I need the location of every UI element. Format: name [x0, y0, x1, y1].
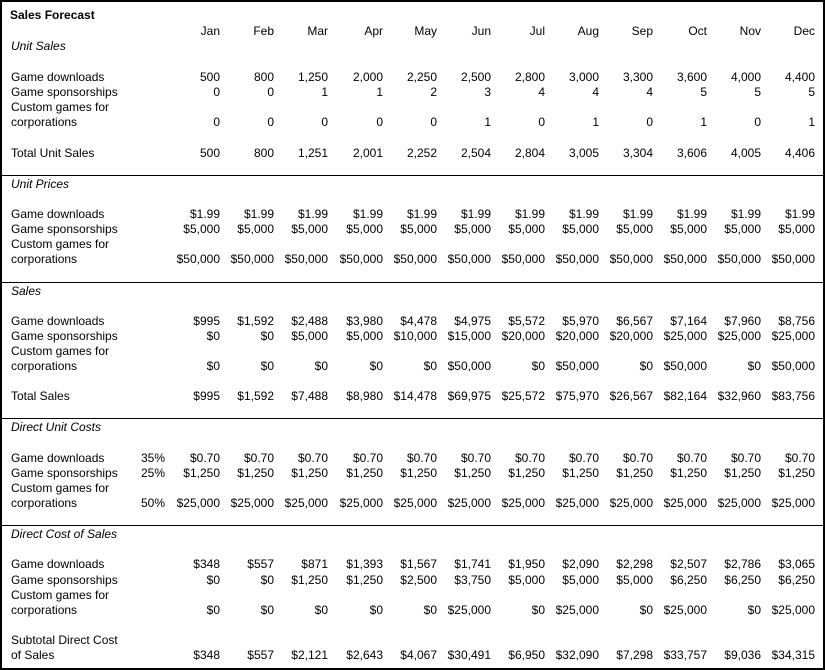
row-label: Custom games for — [11, 237, 110, 251]
cell-value: $4,975 — [454, 314, 491, 328]
cell-value: $9,036 — [724, 648, 761, 662]
cell-value: $83,756 — [771, 389, 815, 403]
cell-value: $14,478 — [393, 389, 437, 403]
cell-value: $2,121 — [291, 648, 328, 662]
cell-value: $1,250 — [508, 466, 545, 480]
cell-value: $348 — [193, 648, 220, 662]
cell-value: $1,250 — [454, 466, 491, 480]
cell-value: $1.99 — [243, 207, 274, 221]
cell-value: 1,251 — [297, 146, 328, 160]
cell-value: $1,250 — [562, 466, 599, 480]
cell-value: 0 — [754, 115, 761, 129]
cell-value: 5 — [808, 85, 815, 99]
month-header-dec: Dec — [793, 24, 815, 38]
cell-value: $1.99 — [352, 207, 383, 221]
row-label: Game sponsorships — [11, 573, 118, 587]
cell-value: $0 — [260, 603, 274, 617]
cell-value: 0 — [376, 115, 383, 129]
cell-value: $4,067 — [400, 648, 437, 662]
cell-value: $25,000 — [339, 496, 383, 510]
cell-value: $1,250 — [291, 466, 328, 480]
cell-value: $1,567 — [400, 557, 437, 571]
cell-value: 3,005 — [568, 146, 599, 160]
cell-value: $25,000 — [717, 496, 761, 510]
row-label: Custom games for — [11, 481, 110, 495]
cell-value: 4 — [592, 85, 599, 99]
cell-value: $1,250 — [670, 466, 707, 480]
cell-value: $0 — [423, 359, 437, 373]
cell-value: $1.99 — [730, 207, 761, 221]
cell-value: $3,750 — [454, 573, 491, 587]
cell-value: $0 — [206, 329, 220, 343]
row-label: Game downloads — [11, 207, 105, 221]
cell-value: $0 — [314, 359, 328, 373]
cell-value: $5,000 — [616, 222, 653, 236]
cell-value: $50,000 — [447, 252, 491, 266]
cell-value: $1,592 — [237, 314, 274, 328]
row-label: corporations — [11, 603, 78, 617]
cell-value: $1.99 — [406, 207, 437, 221]
cell-value: $6,950 — [508, 648, 545, 662]
cell-value: $5,000 — [778, 222, 815, 236]
cell-value: $5,000 — [291, 222, 328, 236]
cell-value: $50,000 — [393, 252, 437, 266]
row-label: Game sponsorships — [11, 329, 118, 343]
month-header-apr: Apr — [364, 24, 383, 38]
row-label: Game downloads — [11, 557, 105, 571]
cell-value: $32,960 — [717, 389, 761, 403]
cell-value: $50,000 — [284, 252, 328, 266]
month-header-may: May — [414, 24, 437, 38]
cell-value: $557 — [247, 557, 274, 571]
cell-value: $7,488 — [291, 389, 328, 403]
cell-value: $50,000 — [555, 252, 599, 266]
row-label: Game sponsorships — [11, 222, 118, 236]
cell-value: $25,000 — [663, 329, 707, 343]
cell-value: 4,005 — [730, 146, 761, 160]
cell-value: $0.70 — [243, 451, 274, 465]
cell-value: $50,000 — [663, 359, 707, 373]
cell-value: 0 — [646, 115, 653, 129]
cell-value: $50,000 — [339, 252, 383, 266]
cell-value: $0 — [639, 603, 653, 617]
cell-value: 1 — [321, 85, 328, 99]
cell-value: $25,000 — [663, 603, 707, 617]
row-label: corporations — [11, 252, 78, 266]
cell-value: 2,000 — [352, 70, 383, 84]
cell-value: $0.70 — [568, 451, 599, 465]
sheet-title: Sales Forecast — [10, 8, 95, 22]
row-label: corporations — [11, 115, 78, 129]
row-percent: 25% — [140, 466, 165, 480]
cell-value: $25,000 — [717, 329, 761, 343]
cell-value: 0 — [538, 115, 545, 129]
cell-value: $0.70 — [730, 451, 761, 465]
cell-value: $0.70 — [406, 451, 437, 465]
cell-value: $6,250 — [670, 573, 707, 587]
cell-value: $75,970 — [555, 389, 599, 403]
cell-value: $25,000 — [771, 496, 815, 510]
row-label: Subtotal Direct Cost — [11, 633, 118, 647]
cell-value: 2,500 — [460, 70, 491, 84]
cell-value: 2,252 — [406, 146, 437, 160]
cell-value: 1 — [484, 115, 491, 129]
cell-value: $1.99 — [297, 207, 328, 221]
section-title-unit-sales: Unit Sales — [11, 39, 66, 53]
cell-value: $1,250 — [400, 466, 437, 480]
cell-value: $0 — [314, 603, 328, 617]
cell-value: $10,000 — [393, 329, 437, 343]
cell-value: 2,504 — [460, 146, 491, 160]
cell-value: $25,000 — [284, 496, 328, 510]
cell-value: $1.99 — [514, 207, 545, 221]
cell-value: 4,406 — [784, 146, 815, 160]
cell-value: $0 — [206, 359, 220, 373]
section-title-direct-cost-of-sales: Direct Cost of Sales — [11, 527, 118, 541]
month-header-jun: Jun — [471, 24, 491, 38]
cell-value: $1.99 — [568, 207, 599, 221]
cell-value: 4 — [646, 85, 653, 99]
cell-value: $3,065 — [778, 557, 815, 571]
month-header-sep: Sep — [631, 24, 653, 38]
month-header-aug: Aug — [577, 24, 599, 38]
cell-value: $32,090 — [555, 648, 599, 662]
cell-value: $1,250 — [616, 466, 653, 480]
cell-value: $5,000 — [454, 222, 491, 236]
cell-value: 5 — [754, 85, 761, 99]
cell-value: 1 — [376, 85, 383, 99]
cell-value: $2,090 — [562, 557, 599, 571]
cell-value: $34,315 — [771, 648, 815, 662]
cell-value: $5,000 — [400, 222, 437, 236]
cell-value: $1,250 — [724, 466, 761, 480]
cell-value: $5,000 — [670, 222, 707, 236]
cell-value: 2,250 — [406, 70, 437, 84]
cell-value: $50,000 — [501, 252, 545, 266]
cell-value: $0.70 — [297, 451, 328, 465]
cell-value: 2 — [430, 85, 437, 99]
section-divider — [2, 525, 823, 526]
section-divider — [2, 282, 823, 283]
cell-value: $8,980 — [346, 389, 383, 403]
cell-value: $2,643 — [346, 648, 383, 662]
section-divider — [2, 418, 823, 419]
section-title-direct-unit-costs: Direct Unit Costs — [11, 420, 102, 434]
cell-value: 3,606 — [676, 146, 707, 160]
cell-value: $5,572 — [508, 314, 545, 328]
cell-value: $1,250 — [291, 573, 328, 587]
cell-value: 0 — [430, 115, 437, 129]
cell-value: $25,000 — [555, 603, 599, 617]
row-percent: 35% — [140, 451, 165, 465]
cell-value: $30,491 — [447, 648, 491, 662]
cell-value: $1,250 — [346, 466, 383, 480]
row-percent: 50% — [140, 496, 165, 510]
cell-value: $25,572 — [501, 389, 545, 403]
cell-value: $0 — [206, 573, 220, 587]
cell-value: $50,000 — [771, 252, 815, 266]
cell-value: $25,000 — [609, 496, 653, 510]
cell-value: $25,000 — [771, 329, 815, 343]
cell-value: $2,488 — [291, 314, 328, 328]
cell-value: $25,000 — [663, 496, 707, 510]
cell-value: $0 — [531, 359, 545, 373]
cell-value: $5,000 — [562, 222, 599, 236]
cell-value: $50,000 — [663, 252, 707, 266]
cell-value: $1,250 — [183, 466, 220, 480]
cell-value: $33,757 — [663, 648, 707, 662]
cell-value: $1,592 — [237, 389, 274, 403]
cell-value: $1.99 — [460, 207, 491, 221]
cell-value: $20,000 — [501, 329, 545, 343]
cell-value: $0 — [531, 603, 545, 617]
cell-value: $7,298 — [616, 648, 653, 662]
cell-value: $25,000 — [447, 496, 491, 510]
cell-value: $50,000 — [717, 252, 761, 266]
cell-value: $1,741 — [454, 557, 491, 571]
cell-value: $15,000 — [447, 329, 491, 343]
cell-value: 800 — [253, 70, 274, 84]
cell-value: $7,164 — [670, 314, 707, 328]
cell-value: $25,000 — [555, 496, 599, 510]
cell-value: $25,000 — [176, 496, 220, 510]
cell-value: $5,000 — [616, 573, 653, 587]
cell-value: $1,950 — [508, 557, 545, 571]
cell-value: $1.99 — [676, 207, 707, 221]
cell-value: $20,000 — [555, 329, 599, 343]
cell-value: $0.70 — [622, 451, 653, 465]
cell-value: $0 — [747, 359, 761, 373]
cell-value: $8,756 — [778, 314, 815, 328]
cell-value: $0 — [260, 329, 274, 343]
row-label: Total Sales — [11, 389, 70, 403]
row-label: Custom games for — [11, 100, 110, 114]
row-label: Total Unit Sales — [11, 146, 95, 160]
cell-value: 1 — [592, 115, 599, 129]
row-label: corporations — [11, 359, 78, 373]
cell-value: $995 — [193, 314, 220, 328]
cell-value: 1 — [700, 115, 707, 129]
cell-value: 1 — [808, 115, 815, 129]
cell-value: $5,000 — [237, 222, 274, 236]
cell-value: $348 — [193, 557, 220, 571]
cell-value: $0 — [369, 603, 383, 617]
cell-value: 0 — [267, 85, 274, 99]
cell-value: $5,000 — [346, 329, 383, 343]
cell-value: $2,298 — [616, 557, 653, 571]
cell-value: $1,250 — [346, 573, 383, 587]
cell-value: $6,250 — [724, 573, 761, 587]
section-title-sales: Sales — [11, 284, 42, 298]
cell-value: $50,000 — [771, 359, 815, 373]
cell-value: 2,001 — [352, 146, 383, 160]
cell-value: $25,000 — [230, 496, 274, 510]
cell-value: $50,000 — [176, 252, 220, 266]
cell-value: $6,567 — [616, 314, 653, 328]
cell-value: $50,000 — [609, 252, 653, 266]
cell-value: $5,000 — [346, 222, 383, 236]
cell-value: $2,507 — [670, 557, 707, 571]
cell-value: $0 — [747, 603, 761, 617]
cell-value: $25,000 — [501, 496, 545, 510]
cell-value: 500 — [199, 70, 220, 84]
row-label: Custom games for — [11, 344, 110, 358]
cell-value: $5,000 — [291, 329, 328, 343]
month-header-jan: Jan — [200, 24, 220, 38]
cell-value: $20,000 — [609, 329, 653, 343]
cell-value: $25,000 — [393, 496, 437, 510]
cell-value: $1.99 — [622, 207, 653, 221]
month-header-feb: Feb — [253, 24, 274, 38]
cell-value: $69,975 — [447, 389, 491, 403]
cell-value: $5,000 — [562, 573, 599, 587]
cell-value: $1,250 — [778, 466, 815, 480]
cell-value: $50,000 — [555, 359, 599, 373]
cell-value: $0.70 — [514, 451, 545, 465]
cell-value: 0 — [267, 115, 274, 129]
cell-value: $0 — [423, 603, 437, 617]
cell-value: 0 — [321, 115, 328, 129]
section-title-unit-prices: Unit Prices — [11, 177, 70, 191]
cell-value: $0.70 — [460, 451, 491, 465]
cell-value: $1.99 — [189, 207, 220, 221]
cell-value: $0 — [639, 359, 653, 373]
cell-value: 4,000 — [730, 70, 761, 84]
month-header-oct: Oct — [688, 24, 707, 38]
cell-value: $871 — [301, 557, 328, 571]
cell-value: $5,000 — [724, 222, 761, 236]
cell-value: $5,000 — [508, 222, 545, 236]
cell-value: $6,250 — [778, 573, 815, 587]
row-label: Game downloads — [11, 451, 105, 465]
cell-value: 800 — [253, 146, 274, 160]
row-label: Game sponsorships — [11, 466, 118, 480]
cell-value: $5,000 — [183, 222, 220, 236]
cell-value: $5,000 — [508, 573, 545, 587]
row-label: corporations — [11, 496, 78, 510]
row-label: Game sponsorships — [11, 85, 118, 99]
row-label: Game downloads — [11, 70, 105, 84]
cell-value: $26,567 — [609, 389, 653, 403]
cell-value: $25,000 — [771, 603, 815, 617]
cell-value: $0.70 — [784, 451, 815, 465]
cell-value: $25,000 — [447, 603, 491, 617]
cell-value: $1,393 — [346, 557, 383, 571]
row-label: Game downloads — [11, 314, 105, 328]
cell-value: 3,304 — [622, 146, 653, 160]
cell-value: $0 — [260, 359, 274, 373]
cell-value: $557 — [247, 648, 274, 662]
cell-value: $82,164 — [663, 389, 707, 403]
cell-value: $1,250 — [237, 466, 274, 480]
cell-value: 3,000 — [568, 70, 599, 84]
cell-value: $0 — [260, 573, 274, 587]
cell-value: $50,000 — [230, 252, 274, 266]
cell-value: 2,804 — [514, 146, 545, 160]
cell-value: $50,000 — [447, 359, 491, 373]
cell-value: $2,500 — [400, 573, 437, 587]
cell-value: $0.70 — [352, 451, 383, 465]
section-divider — [2, 175, 823, 176]
cell-value: $0 — [206, 603, 220, 617]
month-header-jul: Jul — [529, 24, 545, 38]
cell-value: 2,800 — [514, 70, 545, 84]
row-label: Custom games for — [11, 588, 110, 602]
month-header-mar: Mar — [307, 24, 328, 38]
cell-value: 0 — [213, 85, 220, 99]
cell-value: $3,980 — [346, 314, 383, 328]
cell-value: $2,786 — [724, 557, 761, 571]
month-header-nov: Nov — [739, 24, 761, 38]
cell-value: 3 — [484, 85, 491, 99]
cell-value: $0.70 — [189, 451, 220, 465]
cell-value: 1,250 — [297, 70, 328, 84]
cell-value: $1.99 — [784, 207, 815, 221]
cell-value: $7,960 — [724, 314, 761, 328]
cell-value: $995 — [193, 389, 220, 403]
cell-value: 0 — [213, 115, 220, 129]
cell-value: 3,600 — [676, 70, 707, 84]
cell-value: $4,478 — [400, 314, 437, 328]
cell-value: $0.70 — [676, 451, 707, 465]
cell-value: 500 — [199, 146, 220, 160]
cell-value: $5,970 — [562, 314, 599, 328]
cell-value: 5 — [700, 85, 707, 99]
row-label: of Sales — [11, 648, 55, 662]
cell-value: $0 — [369, 359, 383, 373]
cell-value: 4,400 — [784, 70, 815, 84]
cell-value: 4 — [538, 85, 545, 99]
cell-value: 3,300 — [622, 70, 653, 84]
